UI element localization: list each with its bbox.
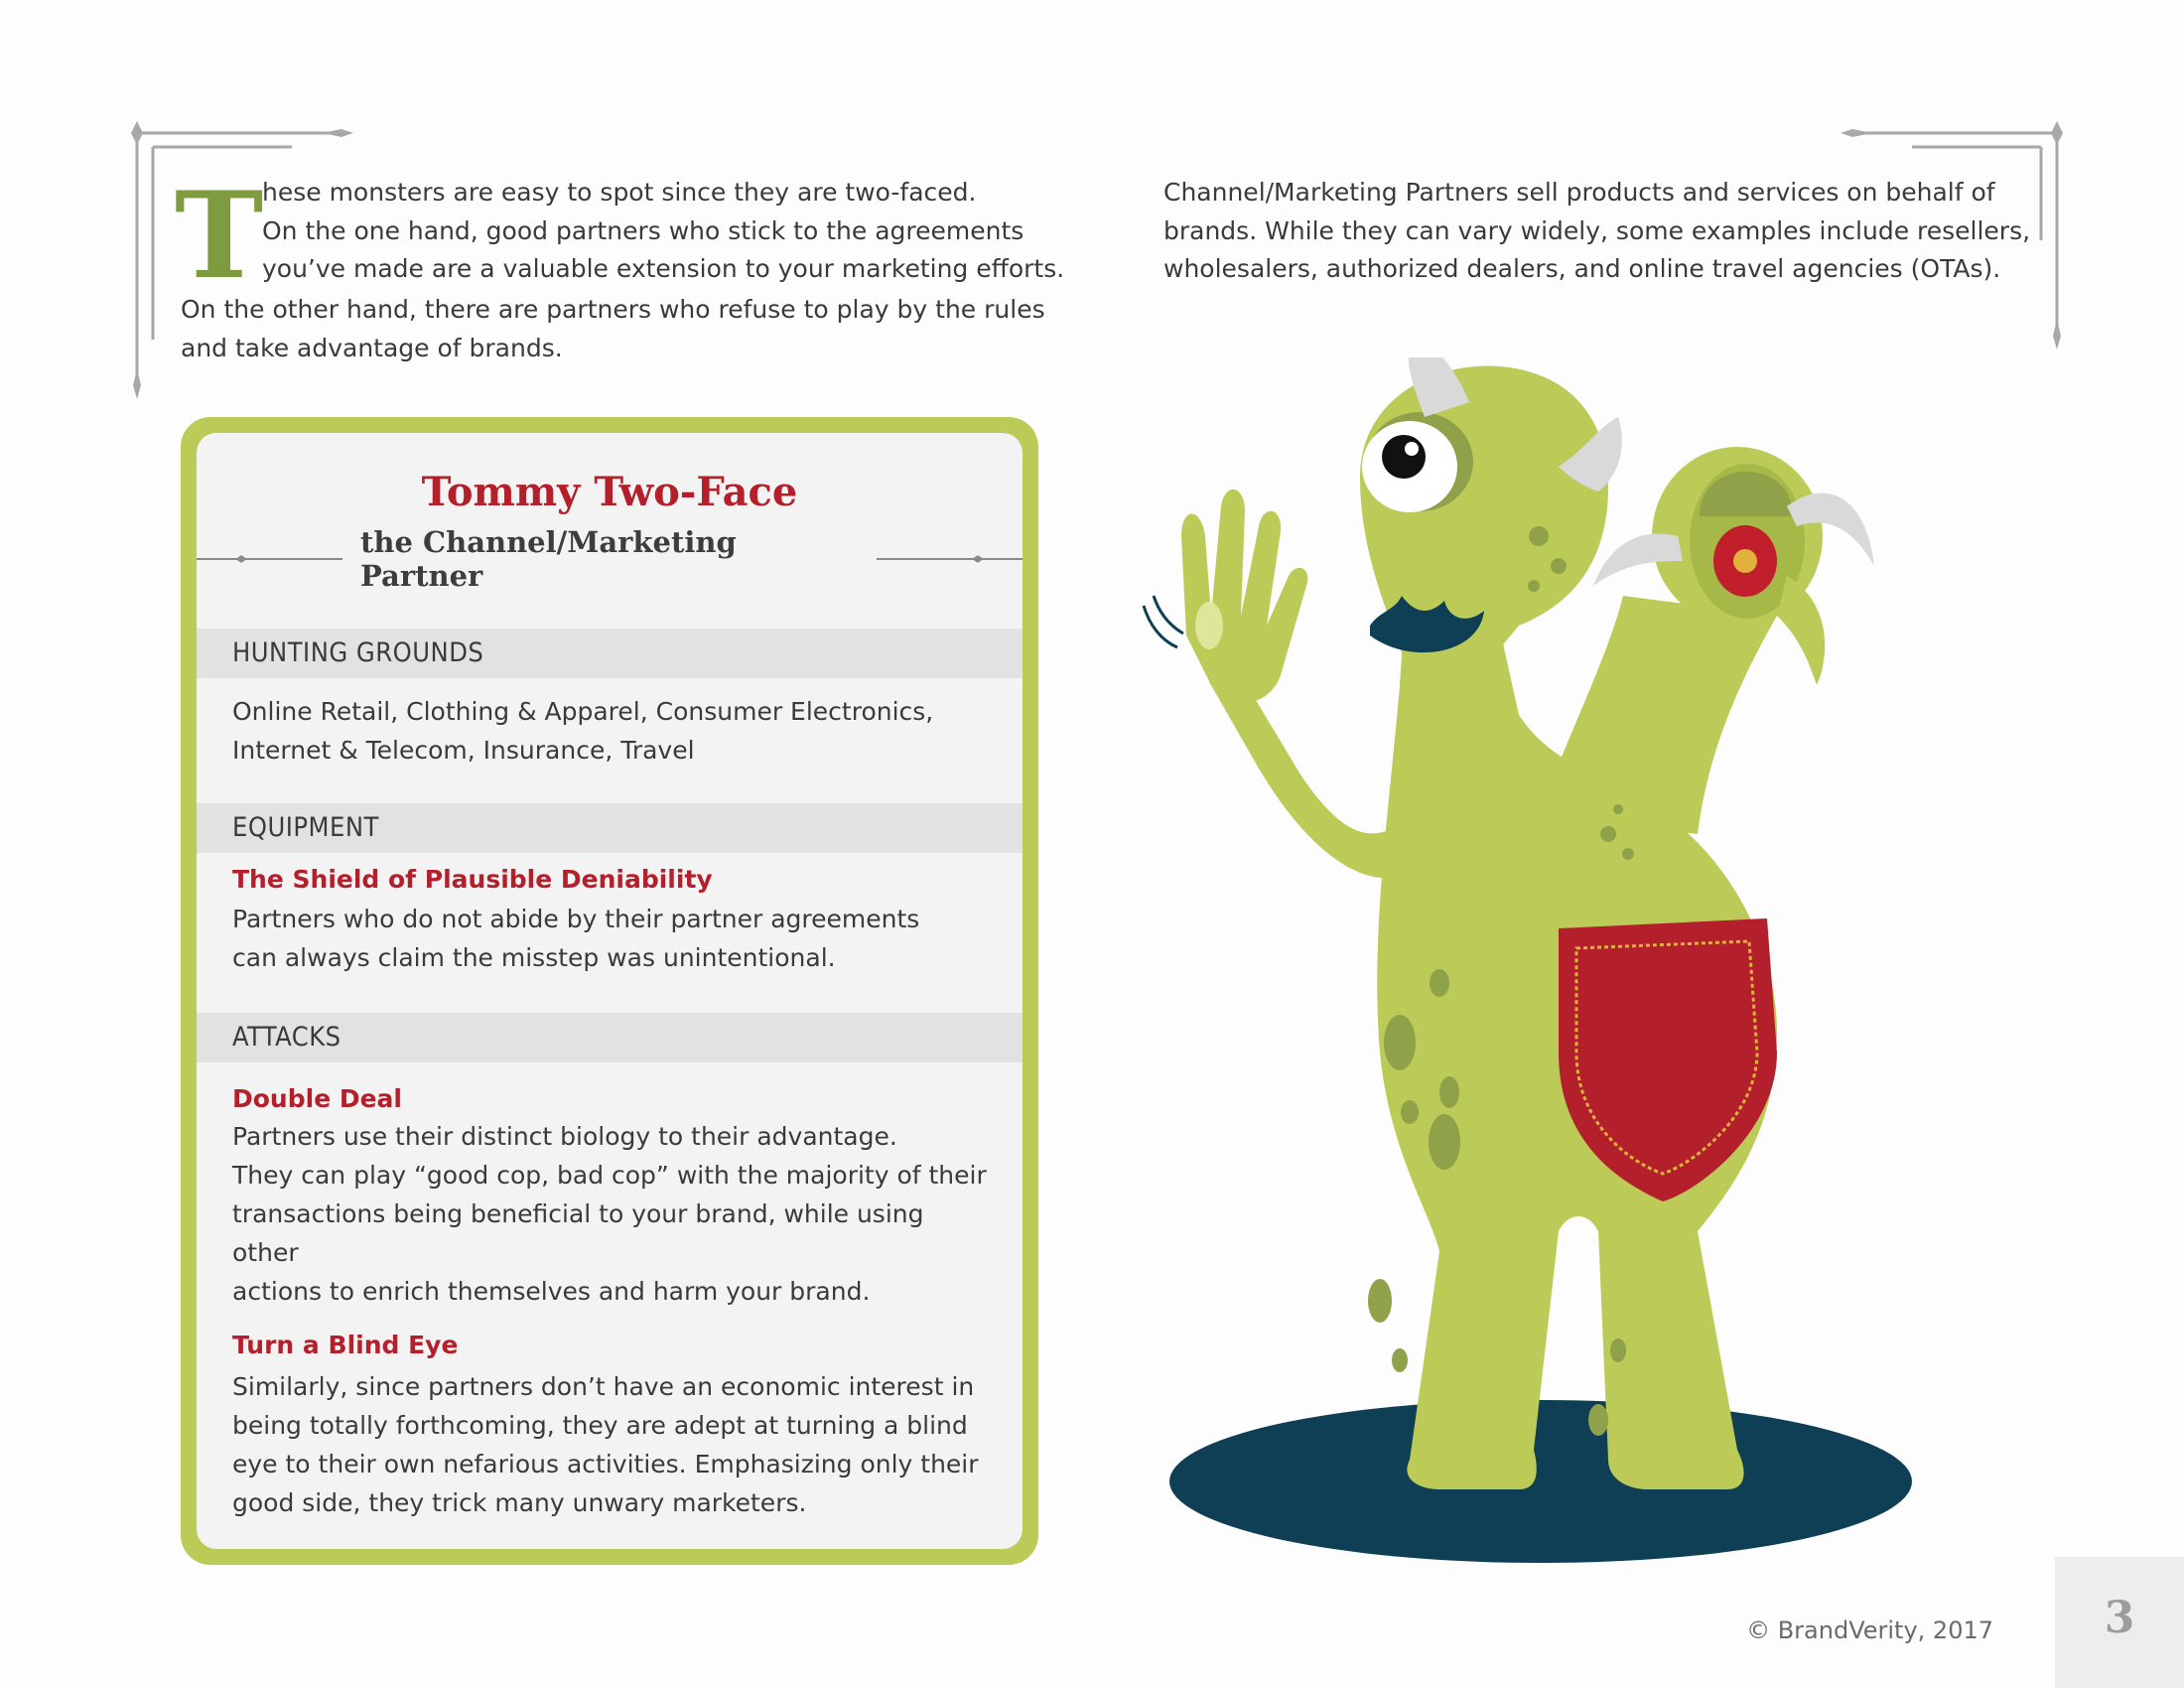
- attack-line: actions to enrich themselves and harm your brand.: [232, 1277, 871, 1306]
- equipment-line: can always claim the misstep was unintentional.: [232, 943, 836, 972]
- hunting-grounds-text: [197, 692, 1023, 770]
- equipment-heading: EQUIPMENT: [197, 803, 1023, 853]
- attack-line: Partners use their distinct biology to their advantage.: [232, 1122, 897, 1151]
- description-line: Channel/Marketing Partners sell products and services on behalf of: [1163, 178, 1995, 207]
- attack-text: [197, 1367, 1023, 1522]
- intro-line: you’ve made are a valuable extension to your marketing efforts.: [262, 254, 1065, 283]
- partner-description: [1163, 174, 2037, 289]
- monster-name: Tommy Two-Face: [421, 469, 798, 515]
- two-faced-monster-illustration: [1142, 357, 1936, 1579]
- hunting-grounds-line: Online Retail, Clothing & Apparel, Consumer Electronics,: [232, 697, 934, 726]
- monster-card: [181, 417, 1038, 1565]
- equipment-item-title: The Shield of Plausible Deniability: [232, 865, 713, 894]
- description-line: wholesalers, authorized dealers, and online travel agencies (OTAs).: [1163, 254, 2001, 283]
- page-number: 3: [2104, 1593, 2135, 1643]
- equipment-text: [197, 900, 1023, 977]
- attack-title: Turn a Blind Eye: [232, 1331, 459, 1359]
- equipment-line: Partners who do not abide by their partner agreements: [232, 905, 920, 933]
- attack-title: Double Deal: [232, 1084, 402, 1113]
- drop-cap: T: [175, 166, 264, 306]
- attack-text: [197, 1117, 1023, 1311]
- hunting-grounds-heading: HUNTING GROUNDS: [197, 629, 1023, 678]
- attack-line: transactions being beneficial to your brand, while using other: [232, 1199, 924, 1267]
- intro-line: hese monsters are easy to spot since they are two-faced.: [262, 178, 977, 207]
- intro-paragraph: [175, 166, 1074, 367]
- main-head: [1360, 357, 1622, 685]
- attacks-heading: ATTACKS: [197, 1013, 1023, 1062]
- flourish-left-icon: [197, 552, 342, 566]
- copyright-footer: © BrandVerity, 2017: [1746, 1617, 1993, 1644]
- ground-shadow: [1169, 1400, 1912, 1563]
- description-line: brands. While they can vary widely, some examples include resellers,: [1163, 215, 2031, 245]
- attack-line: Similarly, since partners don’t have an economic interest in: [232, 1372, 975, 1401]
- intro-line: and take advantage of brands.: [181, 333, 563, 362]
- attack-line: eye to their own nefarious activities. Emphasizing only their: [232, 1450, 979, 1478]
- wave-motion-lines: [1144, 596, 1183, 647]
- monster-subtitle: the Channel/Marketing Partner: [360, 525, 737, 593]
- attack-line: They can play “good cop, bad cop” with the majority of their: [232, 1161, 987, 1190]
- hunting-grounds-line: Internet & Telecom, Insurance, Travel: [232, 736, 695, 765]
- monster-hand: [1181, 490, 1307, 703]
- attack-line: being totally forthcoming, they are adept at turning a blind: [232, 1411, 968, 1440]
- flourish-right-icon: [877, 552, 1023, 566]
- monster-subtitle-row: [197, 525, 1023, 593]
- intro-line: On the other hand, there are partners who refuse to play by the rules: [181, 295, 1045, 324]
- intro-line: On the one hand, good partners who stick to the agreements: [262, 215, 1024, 245]
- monster-card-body: [197, 433, 1023, 1549]
- attack-line: good side, they trick many unwary marketers.: [232, 1488, 807, 1517]
